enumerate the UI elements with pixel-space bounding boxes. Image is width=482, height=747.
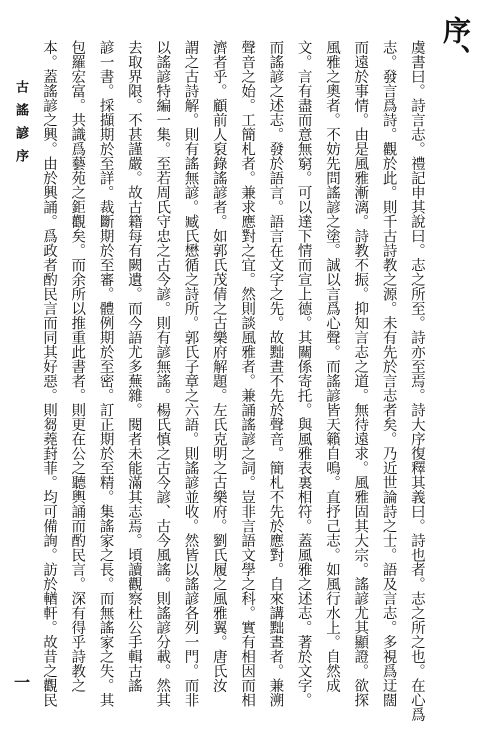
text-column: 謂之古詩解。則有謠無諺。臧氏懋循之詩所。郭氏子章之六語。則謠諺並收。然皆以謠諺各列一門。而非	[182, 40, 199, 707]
text-column: 聲音之始。工簡札者。兼求應對之宜。然則談風雅者。兼誦謠諺之詞。豈非言語文學之科。實有相因而相	[239, 40, 256, 707]
text-column: 濟者乎。顧前人裒錄謠諺者。如郭氏茂倩之古樂府解題。左氏克明之古樂府。劉氏履之風雅翼。唐氏汝	[210, 40, 227, 693]
text-column: 諺一書。採擷期於至詳。裁斷期於至審。體例期於至密。訂正期於至精。集謠家之長。而無謠家之失。其	[97, 40, 114, 707]
text-column: 包羅宏富。共識爲藝苑之鉅觀矣。而余所以推重此書者。則更在公之聽輿誦而酌民言。深有得乎詩教之	[69, 40, 86, 693]
text-column: 風雅之奧者。不妨先問謠諺之塗。誠以言爲心聲。而謠諺皆天籟自鳴。直抒己志。如風行水上。自然成	[323, 40, 340, 693]
text-column: 去取界限。不甚謹嚴。故古籍每有闕遺。而今語尤多蕪雜。閱者未能滿其志焉。頃讀觀察杜公手輯古謠	[125, 40, 142, 693]
text-column: 虞書曰。詩言志。禮記申其說曰。志之所至。詩亦至焉。詩大序復釋其義曰。詩也者。志之所之也。在心爲	[408, 40, 425, 722]
page-number: 一	[13, 673, 30, 692]
text-column: 而遠於事情。由是風雅漸漓。詩教不振。抑知言志之道。無待遠求。風雅固其大宗。謠諺尤其顯證。欲探	[352, 40, 369, 707]
text-column: 而謠諺之述志。發於語言。語言在文字之先。故黜晝不先於聲音。簡札不先於應對。自來講黜晝者。兼溯	[267, 40, 284, 707]
text-column: 文。言有盡而意無窮。可以達下情而宣上德。其關係寄托。與風雅表裏相符。蓋風雅之述志。著於文字。	[295, 40, 312, 707]
preface-heading: 序、	[439, 16, 472, 72]
running-head: 古謠諺序	[13, 80, 28, 172]
text-column: 以謠諺特編一集。至若周氏守忠之古今諺。則有諺無謠。楊氏慎之古今諺、古今風謠。則謠諺分載。然其	[154, 40, 171, 707]
preface-body	[40, 40, 426, 730]
text-column: 本。蓋謠諺之興。由於興誦。爲政者酌民言而同其好惡。則芻蕘葑菲。均可備詢。訪於輶軒。故昔之觀民	[41, 40, 57, 707]
text-column: 志。發言爲詩。觀於此。則千古詩教之源。未有先於言志者矣。乃近世論詩之士。語及言志。多視爲迂闊	[380, 40, 397, 707]
